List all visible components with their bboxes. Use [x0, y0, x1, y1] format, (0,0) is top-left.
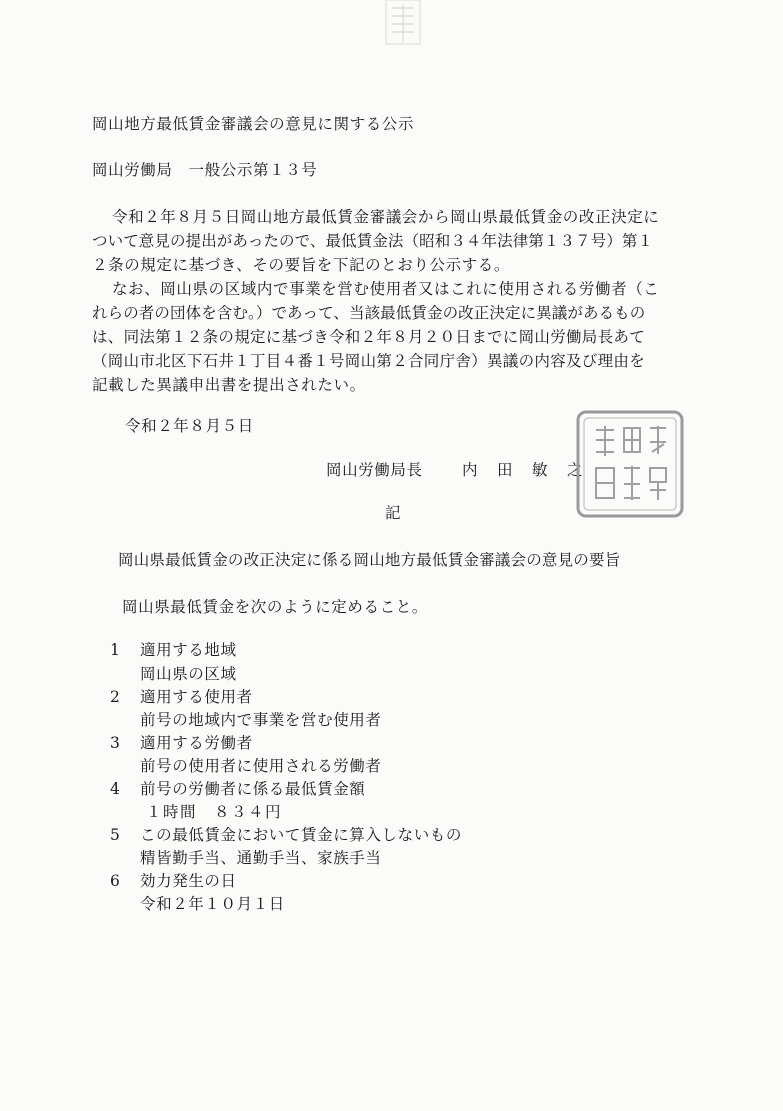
- signatory-title: 岡山労働局長: [326, 461, 423, 479]
- item-number: 4: [110, 780, 120, 798]
- notice-title: 岡山地方最低賃金審議会の意見に関する公示: [92, 115, 415, 133]
- body-line-1: 令和２年８月５日岡山地方最低賃金審議会から岡山県最低賃金の改正決定に: [112, 208, 660, 226]
- item-number: 6: [110, 872, 120, 890]
- body-line-6: は、同法第１２条の規定に基づき令和２年８月２０日までに岡山労働局長あて: [92, 328, 646, 346]
- item-detail: 精皆勤手当、通勤手当、家族手当: [140, 849, 382, 867]
- item-label: この最低賃金において賃金に算入しないもの: [140, 826, 463, 844]
- signatory-name: 内 田 敏 之: [462, 461, 585, 479]
- body-line-3: ２条の規定に基づき、その要旨を下記のとおり公示する。: [92, 256, 510, 274]
- item-label: 効力発生の日: [140, 872, 237, 890]
- body-line-4: なお、岡山県の区域内で事業を営む使用者又はこれに使用される労働者（こ: [112, 280, 660, 298]
- body-line-8: 記載した異議申出書を提出されたい。: [92, 376, 366, 394]
- item-label: 適用する地域: [140, 641, 237, 659]
- body-line-2: ついて意見の提出があったので、最低賃金法（昭和３４年法律第１３７号）第１: [92, 232, 654, 250]
- item-detail: 令和２年１０月１日: [140, 895, 285, 913]
- item-label: 前号の労働者に係る最低賃金額: [140, 780, 366, 798]
- body-line-5: れらの者の団体を含む。）であって、当該最低賃金の改正決定に異議があるもの: [92, 304, 646, 322]
- item-number: 5: [110, 826, 120, 844]
- item-label: 適用する使用者: [140, 688, 253, 706]
- item-detail: 岡山県の区域: [140, 665, 237, 683]
- notice-number: 岡山労働局 一般公示第１３号: [92, 161, 318, 179]
- reception-stamp-icon: [378, 0, 428, 48]
- ki-label: 記: [385, 504, 402, 522]
- item-detail: 前号の使用者に使用される労働者: [140, 757, 382, 775]
- item-number: 2: [110, 688, 120, 706]
- item-detail: 前号の地域内で事業を営む使用者: [140, 711, 382, 729]
- official-seal-icon: [574, 408, 686, 520]
- item-number: 3: [110, 734, 120, 752]
- summary-intro: 岡山県最低賃金を次のように定めること。: [122, 598, 428, 616]
- summary-heading: 岡山県最低賃金の改正決定に係る岡山地方最低賃金審議会の意見の要旨: [118, 551, 621, 569]
- item-label: 適用する労働者: [140, 734, 253, 752]
- item-detail: １時間 ８３４円: [146, 803, 283, 821]
- body-line-7: （岡山市北区下石井１丁目４番１号岡山第２合同庁舎）異議の内容及び理由を: [92, 352, 646, 370]
- item-number: 1: [110, 641, 120, 659]
- issue-date: 令和２年８月５日: [125, 417, 254, 435]
